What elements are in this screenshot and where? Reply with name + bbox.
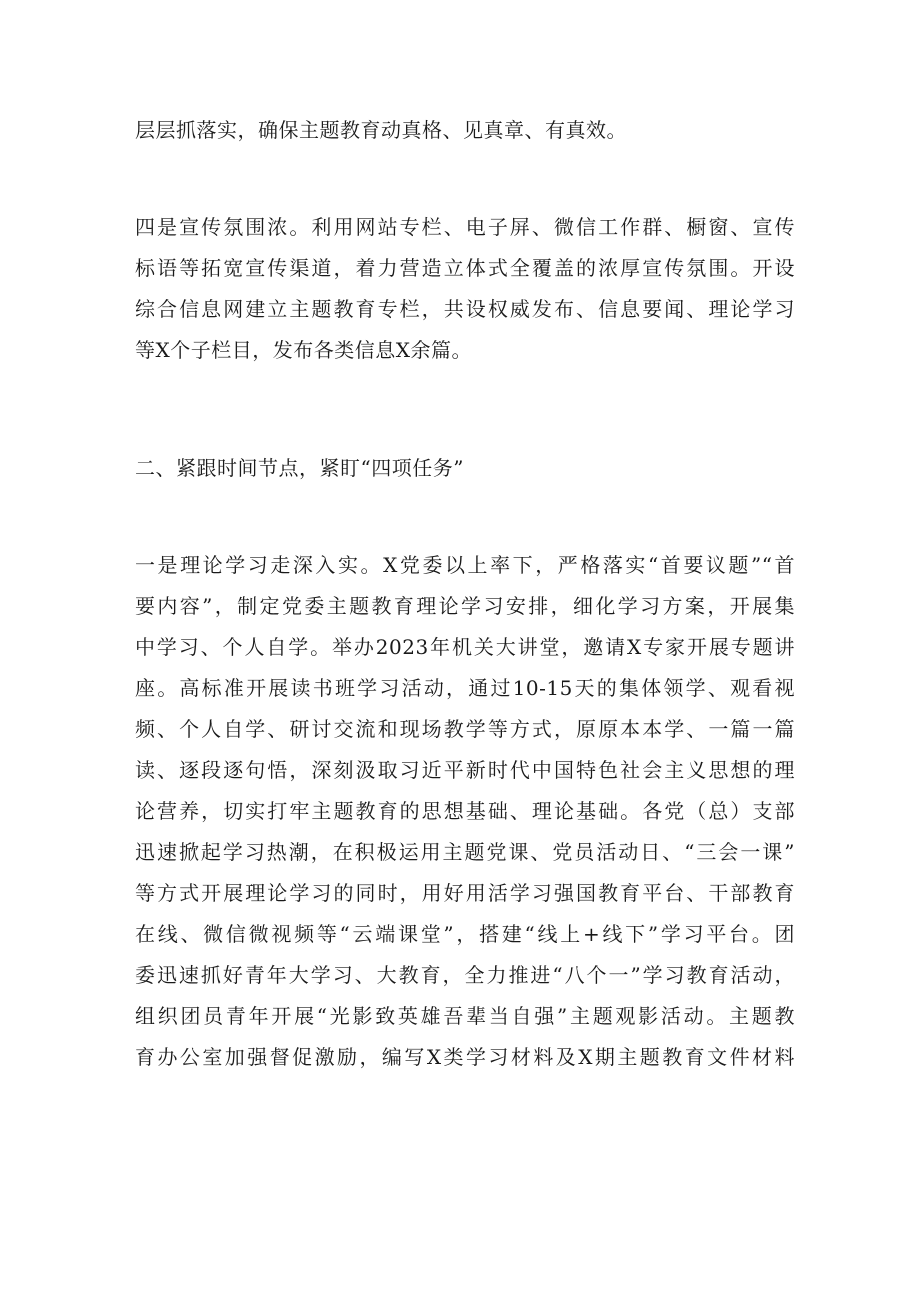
paragraph-line: 要内容”，制定党委主题教育理论学习安排，细化学习方案，开展集 [135,594,795,618]
paragraph-line: 委迅速抓好青年大学习、大教育，全力推进“八个一”学习教育活动， [135,963,795,987]
paragraph-line: 在线、微信微视频等“云端课堂”，搭建“线上+线下”学习平台。团 [135,922,795,946]
section-heading: 二、紧跟时间节点，紧盯“四项任务” [135,456,464,480]
paragraph-line: 频、个人自学、研讨交流和现场教学等方式，原原本本学、一篇一篇 [135,717,795,741]
paragraph-line: 综合信息网建立主题教育专栏，共设权威发布、信息要闻、理论学习 [135,297,795,321]
paragraph-line: 层层抓落实，确保主题教育动真格、见真章、有真效。 [135,118,627,142]
paragraph-line: 等X个子栏目，发布各类信息X余篇。 [135,338,472,362]
paragraph-line: 中学习、个人自学。举办2023年机关大讲堂，邀请X专家开展专题讲 [135,635,795,659]
paragraph-line: 论营养，切实打牢主题教育的思想基础、理论基础。各党（总）支部 [135,799,795,823]
paragraph-line: 一是理论学习走深入实。X党委以上率下，严格落实“首要议题”“首 [135,553,795,577]
paragraph-line: 组织团员青年开展“光影致英雄吾辈当自强”主题观影活动。主题教 [135,1004,795,1028]
paragraph-line: 读、逐段逐句悟，深刻汲取习近平新时代中国特色社会主义思想的理 [135,758,795,782]
paragraph-line: 四是宣传氛围浓。利用网站专栏、电子屏、微信工作群、橱窗、宣传 [135,215,795,239]
paragraph-line: 座。高标准开展读书班学习活动，通过10-15天的集体领学、观看视 [135,676,795,700]
paragraph-line: 等方式开展理论学习的同时，用好用活学习强国教育平台、干部教育 [135,881,795,905]
paragraph-line: 育办公室加强督促激励，编写X类学习材料及X期主题教育文件材料 [135,1045,795,1069]
paragraph-line: 标语等拓宽宣传渠道，着力营造立体式全覆盖的浓厚宣传氛围。开设 [135,256,795,280]
paragraph-line: 迅速掀起学习热潮，在积极运用主题党课、党员活动日、“三会一课” [135,840,795,864]
